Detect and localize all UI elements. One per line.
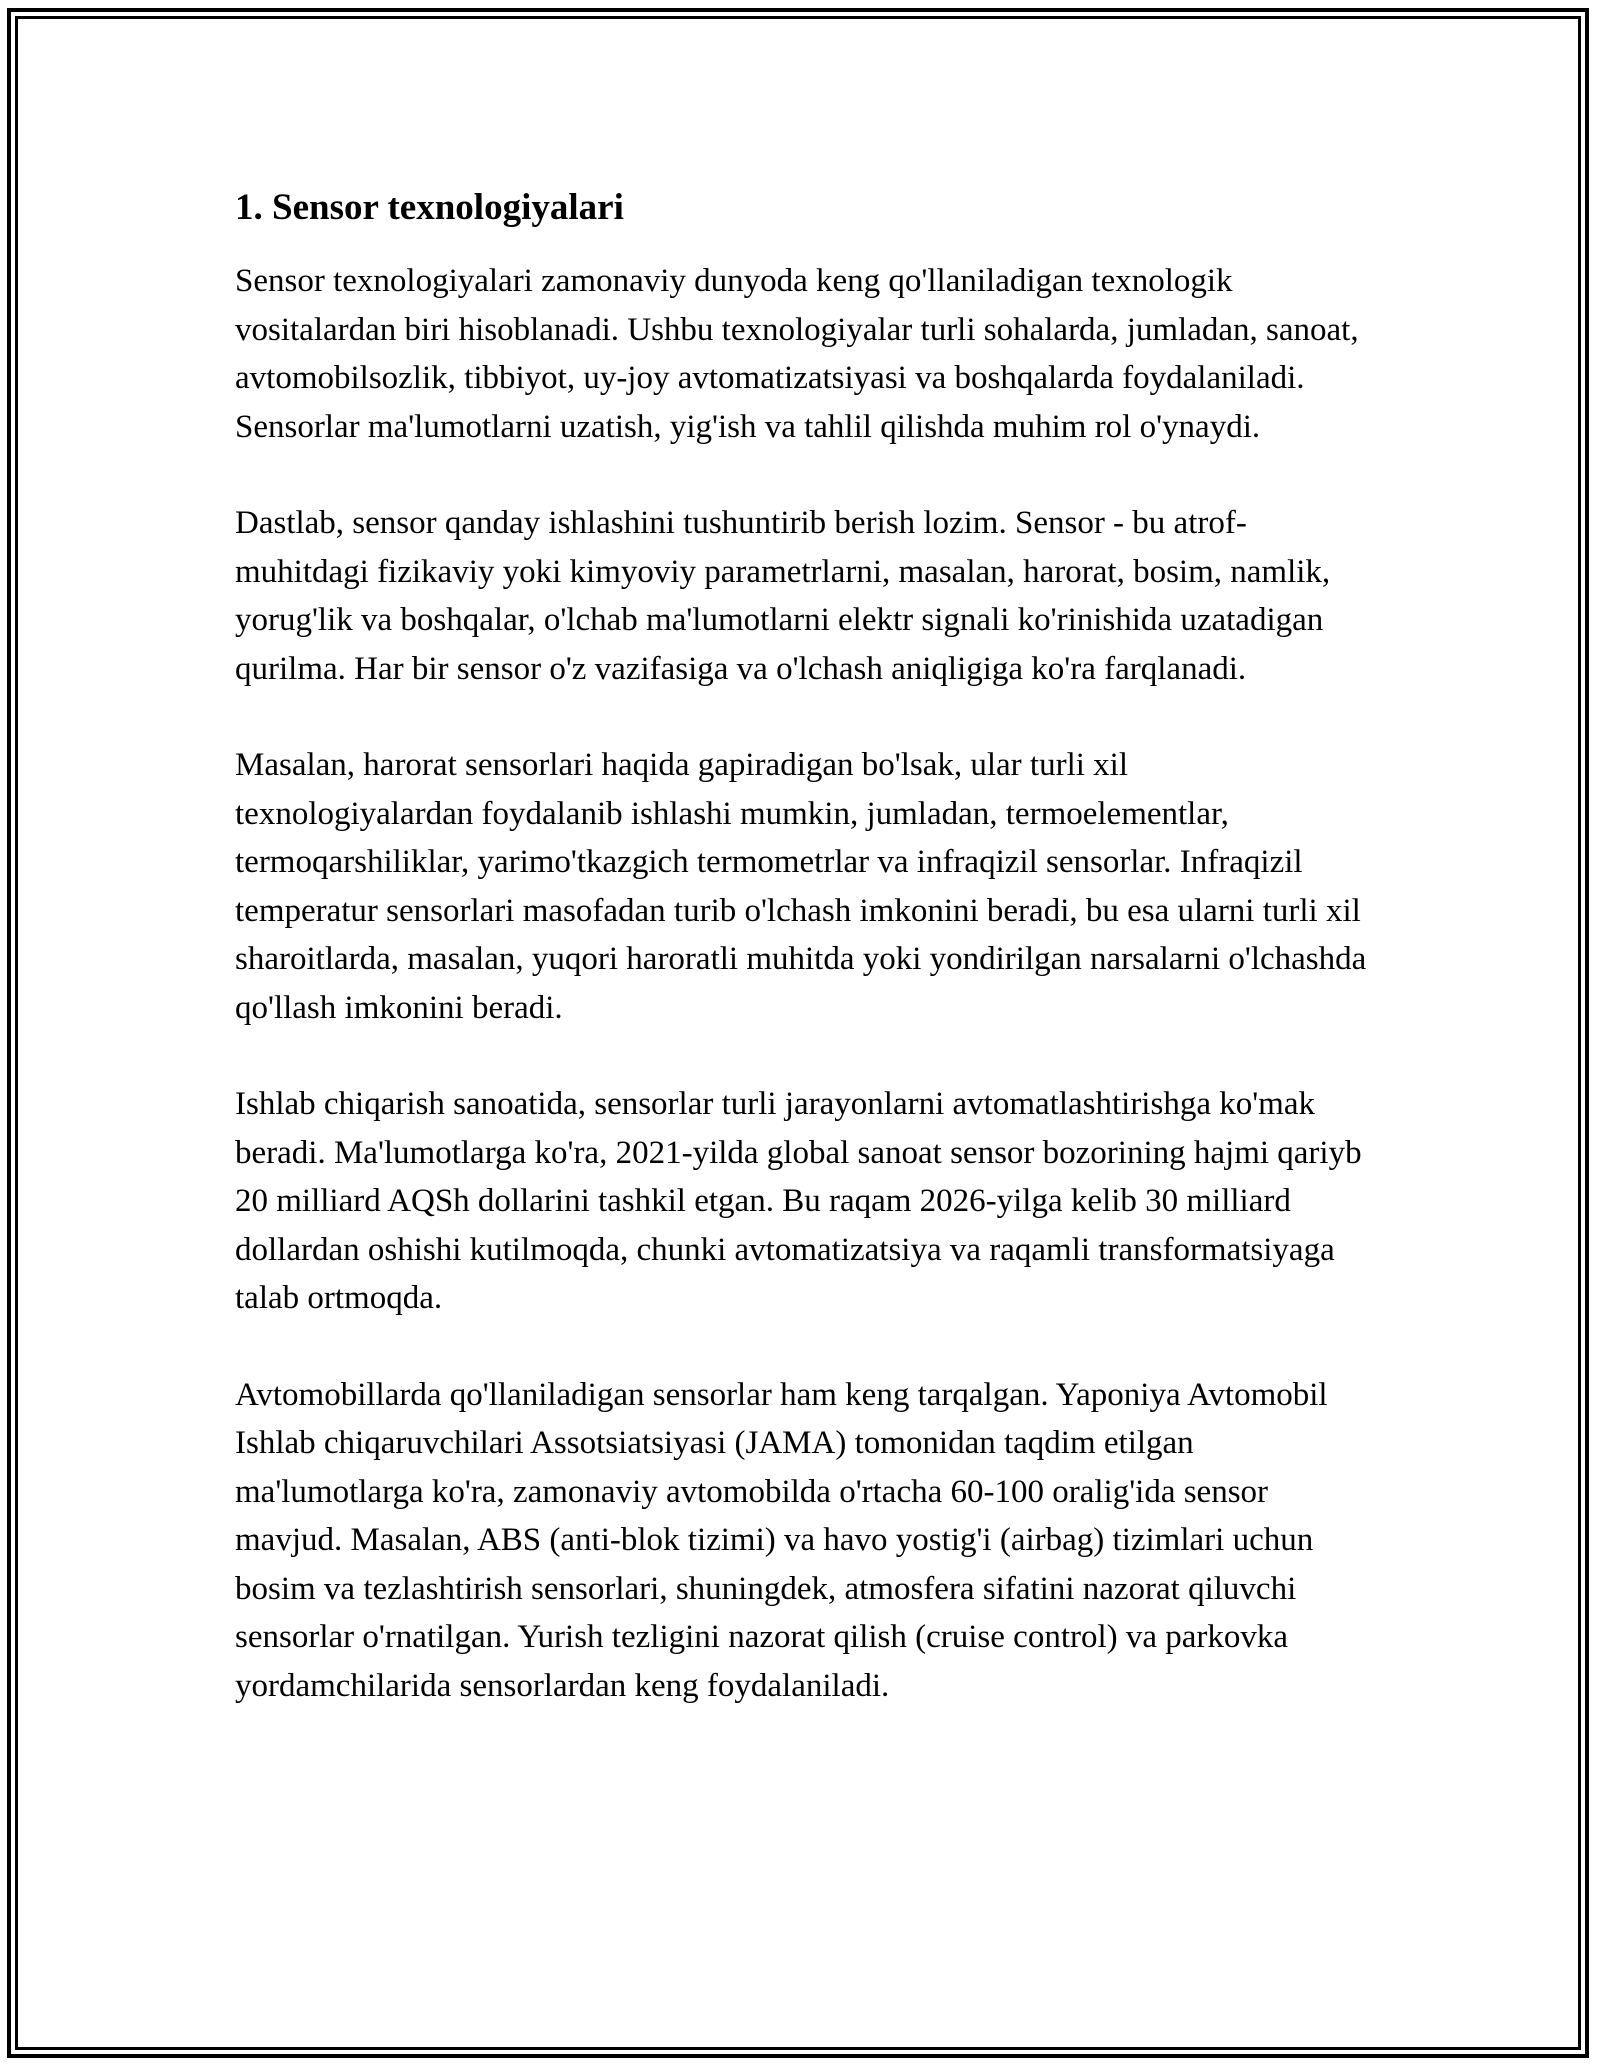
paragraph-automotive: Avtomobillarda qo'llaniladigan sensorlar ham keng tarqalgan. Yaponiya Avtomobil Ishlab chiqaruvchilari Assotsiatsiyasi (JAMA) tomonidan taqdim etilgan ma'lumotlarga ko'ra, zamonaviy avtomobilda o'rtacha 60-100 oralig'ida sensor mavjud. Masalan, ABS (anti-blok tizimi) va havo yostig'i (airbag) tizimlari uchun bosim va tezlashtirish sensorlari, shuningdek, atmosfera sifatini nazorat qiluvchi sensorlar o'rnatilgan. Yurish tezligini nazorat qilish (cruise control) va parkovka yordamchilarida sensorlardan keng foydalaniladi. <box>235 1376 1328 1704</box>
paragraph-definition: Dastlab, sensor qanday ishlashini tushuntirib berish lozim. Sensor - bu atrof-muhitdagi fizikaviy yoki kimyoviy parametrlarni, masalan, harorat, bosim, namlik, yorug'lik va boshqalar, o'lchab ma'lumotlarni elektr signali ko'rinishida uzatadigan qurilma. Har bir sensor o'z vazifasiga va o'lchash aniqligiga ko'ra farqlanadi. <box>235 505 1331 687</box>
section-heading: 1. Sensor texnologiyalari <box>235 187 624 228</box>
paragraph-temperature-sensors: Masalan, harorat sensorlari haqida gapiradigan bo'lsak, ular turli xil texnologiyalardan foydalanib ishlashi mumkin, jumladan, termoelementlar, termoqarshiliklar, yarimo'tkazgich termometrlar va infraqizil sensorlar. Infraqizil temperatur sensorlari masofadan turib o'lchash imkonini beradi, bu esa ularni turli xil sharoitlarda, masalan, yuqori haroratli muhitda yoki yondirilgan narsalarni o'lchashda qo'llash imkonini beradi. <box>235 747 1367 1026</box>
document-body <box>235 185 1370 1758</box>
paragraph-intro: Sensor texnologiyalari zamonaviy dunyoda keng qo'llaniladigan texnologik vositalardan biri hisoblanadi. Ushbu texnologiyalar turli sohalarda, jumladan, sanoat, avtomobilsozlik, tibbiyot, uy-joy avtomatizatsiyasi va boshqalarda foydalaniladi. Sensorlar ma'lumotlarni uzatish, yig'ish va tahlil qilishda muhim rol o'ynaydi. <box>235 263 1359 445</box>
paragraph-industry: Ishlab chiqarish sanoatida, sensorlar turli jarayonlarni avtomatlashtirishga ko'mak beradi. Ma'lumotlarga ko'ra, 2021-yilda global sanoat sensor bozorining hajmi qariyb 20 milliard AQSh dollarini tashkil etgan. Bu raqam 2026-yilga kelib 30 milliard dollardan oshishi kutilmoqda, chunki avtomatizatsiya va raqamli transformatsiyaga talab ortmoqda. <box>235 1086 1362 1316</box>
